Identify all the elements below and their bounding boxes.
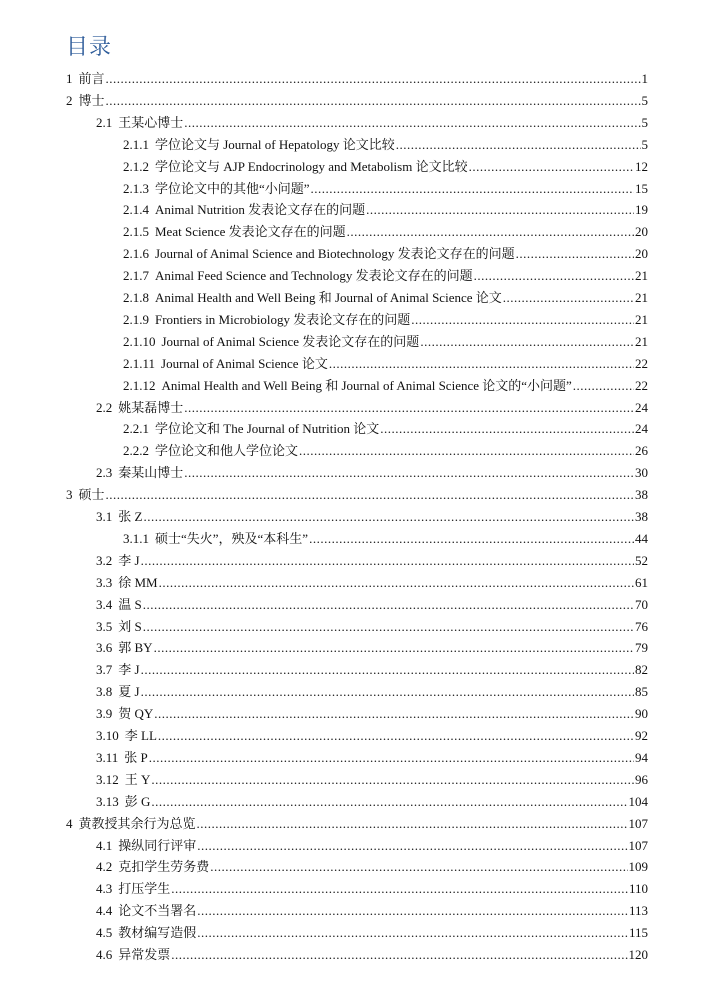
toc-entry-label: 学位论文和他人学位论文	[155, 443, 299, 459]
toc-entry-page: 70	[635, 596, 648, 612]
toc-entry-page: 61	[635, 574, 648, 590]
toc-entry-number: 4.3	[96, 881, 113, 897]
toc-entry[interactable]	[66, 68, 648, 90]
toc-entry-number: 3	[66, 487, 73, 503]
toc-leader-dots	[309, 528, 634, 550]
toc-leader-dots	[143, 616, 634, 638]
toc-entry-number: 4.2	[96, 859, 113, 875]
toc-entry-number: 2.1.1	[123, 136, 149, 152]
toc-leader-dots	[184, 462, 634, 484]
toc-entry-label: 学位论文与 Journal of Hepatology 论文比较	[155, 136, 395, 152]
toc-entry-page: 52	[635, 552, 648, 568]
toc-entry-page: 30	[635, 465, 648, 481]
toc-entry-number: 2.1	[96, 114, 113, 130]
toc-leader-dots	[106, 68, 641, 90]
toc-leader-dots	[329, 353, 634, 375]
toc-entry-number: 3.9	[96, 706, 113, 722]
toc-entry-number: 4.5	[96, 925, 113, 941]
toc-leader-dots	[197, 835, 627, 857]
toc-entry[interactable]	[123, 375, 648, 397]
toc-entry[interactable]	[96, 791, 648, 813]
toc-entry[interactable]	[96, 397, 648, 419]
toc-entry-label: 硕士	[78, 487, 105, 503]
toc-entry[interactable]	[123, 156, 648, 178]
toc-entry[interactable]	[96, 462, 648, 484]
toc-leader-dots	[159, 572, 634, 594]
toc-entry[interactable]	[96, 681, 648, 703]
toc-entry[interactable]	[123, 134, 648, 156]
toc-entry-page: 94	[635, 749, 648, 765]
toc-leader-dots	[184, 397, 634, 419]
toc-entry-label: Meat Science 发表论文存在的问题	[155, 224, 346, 240]
toc-entry-page: 120	[628, 947, 648, 962]
toc-entry-page: 82	[635, 662, 648, 678]
toc-leader-dots	[311, 178, 634, 200]
toc-entry-page: 20	[635, 224, 648, 240]
toc-entry-page: 21	[635, 311, 648, 327]
toc-entry-label: Animal Health and Well Being 和 Journal of Animal Science 论文	[155, 290, 502, 305]
toc-entry-page: 110	[628, 881, 648, 897]
toc-entry-page: 26	[635, 443, 648, 459]
toc-entry-number: 3.7	[96, 662, 113, 678]
toc-leader-dots	[210, 856, 627, 878]
toc-entry[interactable]	[96, 572, 648, 594]
toc-leader-dots	[299, 440, 634, 462]
toc-entry-label: 张 Z	[118, 509, 143, 524]
toc-entry-page: 5	[641, 136, 648, 152]
toc-entry-label: Journal of Animal Science 发表论文存在的问题	[161, 333, 420, 349]
toc-entry-number: 3.2	[96, 552, 113, 568]
toc-entry-number: 2.1.2	[123, 158, 149, 174]
toc-entry-label: 学位论文中的其他“小问题”	[155, 180, 310, 196]
toc-entry-number: 3.1	[96, 509, 113, 524]
toc-entry[interactable]	[96, 506, 648, 528]
toc-entry[interactable]	[96, 725, 648, 747]
toc-entry[interactable]	[123, 353, 648, 375]
toc-leader-dots	[380, 418, 634, 440]
toc-leader-dots	[106, 484, 634, 506]
toc-leader-dots	[197, 813, 628, 835]
toc-leader-dots	[154, 703, 634, 725]
toc-entry-label: 秦某山博士	[118, 465, 184, 481]
toc-leader-dots	[420, 331, 634, 353]
toc-entry[interactable]	[96, 112, 648, 134]
toc-leader-dots	[141, 659, 634, 681]
toc-entry[interactable]	[96, 659, 648, 681]
toc-leader-dots	[149, 747, 634, 769]
toc-leader-dots	[469, 156, 634, 178]
toc-entry-number: 2.2.1	[123, 421, 149, 437]
toc-leader-dots	[197, 922, 628, 944]
toc-entry-page: 107	[628, 837, 648, 853]
toc-entry-page: 15	[635, 180, 648, 196]
toc-entry-page: 22	[635, 355, 648, 371]
toc-entry-label: 王 Y	[124, 771, 151, 787]
toc-entry-page: 24	[635, 399, 648, 415]
toc-entry-page: 79	[635, 640, 648, 656]
toc-entry-number: 4	[66, 815, 73, 831]
toc-entry[interactable]	[96, 616, 648, 638]
toc-entry-number: 4.1	[96, 837, 113, 853]
toc-entry-number: 2.1.3	[123, 180, 149, 196]
toc-entry-page: 38	[635, 487, 648, 503]
toc-entry-number: 2.1.6	[123, 246, 149, 262]
toc-entry[interactable]	[96, 878, 648, 900]
toc-leader-dots	[106, 90, 641, 112]
toc-entry-page: 104	[628, 793, 648, 809]
toc-entry-number: 2.1.5	[123, 224, 149, 240]
toc-entry-label: 李 J	[118, 662, 140, 678]
toc-entry-label: 李 J	[118, 552, 140, 568]
toc-entry[interactable]	[123, 287, 648, 309]
toc-entry-page: 24	[635, 421, 648, 437]
toc-entry[interactable]	[66, 484, 648, 506]
toc-entry-number: 2.1.12	[123, 377, 156, 393]
toc-leader-dots	[573, 375, 634, 397]
toc-entry-label: 刘 S	[118, 618, 142, 634]
toc-entry[interactable]	[123, 221, 648, 243]
toc-title: 目录	[66, 35, 113, 60]
toc-leader-dots	[171, 878, 628, 900]
toc-entry[interactable]	[96, 835, 648, 857]
toc-entry-number: 2.1.4	[123, 202, 149, 218]
toc-leader-dots	[347, 221, 634, 243]
toc-entry[interactable]	[66, 90, 648, 112]
toc-leader-dots	[474, 265, 634, 287]
toc-entry-number: 2.1.8	[123, 290, 149, 305]
toc-entry[interactable]	[123, 331, 648, 353]
toc-entry-number: 2.1.10	[123, 333, 156, 349]
toc-entry-number: 3.11	[96, 749, 119, 765]
toc-leader-dots	[151, 769, 634, 791]
toc-entry[interactable]	[123, 199, 648, 221]
toc-entry[interactable]	[123, 243, 648, 265]
toc-entry-number: 4.4	[96, 903, 113, 919]
toc-entry-label: Animal Nutrition 发表论文存在的问题	[155, 202, 366, 218]
toc-entry[interactable]	[96, 594, 648, 616]
toc-entry-label: Animal Health and Well Being 和 Journal of Animal Science 论文的“小问题”	[161, 377, 572, 393]
toc-entry-number: 4.6	[96, 947, 113, 962]
toc-entry-label: 温 S	[118, 596, 142, 612]
toc-entry-label: 论文不当署名	[118, 903, 197, 919]
toc-leader-dots	[141, 681, 634, 703]
toc-entry[interactable]	[123, 265, 648, 287]
toc-entry-page: 5	[641, 92, 648, 108]
toc-entry-page: 115	[628, 925, 648, 941]
toc-entry-number: 2.3	[96, 465, 113, 481]
toc-entry-label: 夏 J	[118, 684, 140, 700]
toc-entry-page: 90	[635, 706, 648, 722]
toc-entry-page: 76	[635, 618, 648, 634]
toc-leader-dots	[158, 725, 634, 747]
toc-entry[interactable]	[96, 747, 648, 769]
toc-entry-label: Journal of Animal Science and Biotechnology 发表论文存在的问题	[155, 246, 515, 262]
toc-entry[interactable]	[123, 309, 648, 331]
toc-entry-page: 21	[635, 268, 648, 284]
toc-entry-number: 2.2.2	[123, 443, 149, 459]
toc-entry[interactable]	[123, 528, 648, 550]
toc-leader-dots	[143, 594, 634, 616]
toc-entry[interactable]	[96, 856, 648, 878]
toc-entry-label: 硕士“失火”，殃及“本科生”	[155, 530, 309, 546]
toc-entry[interactable]	[96, 944, 648, 966]
toc-entry-page: 92	[635, 728, 648, 743]
toc-entry-label: 操纵同行评审	[118, 837, 197, 853]
toc-entry-label: 张 P	[124, 749, 148, 765]
toc-entry-label: Animal Feed Science and Technology 发表论文存在的问题	[155, 268, 473, 284]
toc-leader-dots	[151, 791, 627, 813]
toc-leader-dots	[197, 900, 628, 922]
toc-entry-number: 3.12	[96, 771, 119, 787]
toc-entry-page: 20	[635, 246, 648, 262]
toc-entry-page: 107	[628, 815, 648, 831]
toc-entry-label: 打压学生	[118, 881, 171, 897]
toc-leader-dots	[171, 944, 627, 966]
toc-entry-page: 5	[641, 114, 648, 130]
toc-entry-number: 2.2	[96, 399, 113, 415]
toc-entry-label: 王某心博士	[118, 114, 184, 130]
toc-entry-page: 85	[635, 684, 648, 700]
toc-entry-label: 姚某磊博士	[118, 399, 184, 415]
toc-leader-dots	[366, 199, 634, 221]
toc-entry-number: 3.6	[96, 640, 113, 656]
toc-entry-page: 1	[641, 71, 648, 86]
toc-leader-dots	[396, 134, 641, 156]
toc-entry-number: 3.8	[96, 684, 113, 700]
toc-entry[interactable]	[96, 769, 648, 791]
toc-leader-dots	[411, 309, 634, 331]
toc-entry[interactable]	[96, 922, 648, 944]
toc-entry-label: 异常发票	[118, 947, 171, 962]
toc-entry-label: 彭 G	[124, 793, 151, 809]
toc-entry-label: 李 LL	[124, 728, 157, 743]
toc-entry-number: 3.10	[96, 728, 119, 743]
toc-entry-label: 郭 BY	[118, 640, 153, 656]
toc-entry[interactable]	[96, 637, 648, 659]
toc-entry-label: 徐 MM	[118, 574, 158, 590]
toc-entry-label: 博士	[78, 92, 105, 108]
toc-entry-number: 2	[66, 92, 73, 108]
toc-entry-number: 3.3	[96, 574, 113, 590]
toc-entry-page: 113	[628, 903, 648, 919]
toc-leader-dots	[503, 287, 634, 309]
toc-entry[interactable]	[96, 703, 648, 725]
toc-entry-number: 2.1.7	[123, 268, 149, 284]
toc-entry-label: 前言	[78, 71, 105, 86]
toc-entry-number: 3.1.1	[123, 530, 149, 546]
toc-entry-label: 贺 QY	[118, 706, 154, 722]
toc-entry-number: 2.1.9	[123, 311, 149, 327]
toc-entry-page: 21	[635, 290, 648, 305]
toc-leader-dots	[143, 506, 634, 528]
toc-entry-label: Frontiers in Microbiology 发表论文存在的问题	[155, 311, 411, 327]
toc-entry-label: 学位论文和 The Journal of Nutrition 论文	[155, 421, 380, 437]
toc-leader-dots	[154, 637, 634, 659]
toc-entry[interactable]	[123, 440, 648, 462]
toc-entry-number: 1	[66, 71, 73, 86]
toc-entry[interactable]	[96, 900, 648, 922]
toc-entry-page: 12	[635, 158, 648, 174]
toc-entry-page: 96	[635, 771, 648, 787]
toc-entry-page: 21	[635, 333, 648, 349]
toc-entry-label: 克扣学生劳务费	[118, 859, 210, 875]
toc-entry[interactable]	[123, 178, 648, 200]
toc-entry-page: 38	[635, 509, 648, 524]
toc-entry-number: 2.1.11	[123, 355, 156, 371]
toc-entry[interactable]	[96, 550, 648, 572]
toc-entry-number: 3.13	[96, 793, 119, 809]
toc-entry-page: 44	[635, 530, 648, 546]
toc-leader-dots	[184, 112, 640, 134]
toc-entry[interactable]	[66, 813, 648, 835]
toc-entry-label: 教材编写造假	[118, 925, 197, 941]
toc-entry-number: 3.5	[96, 618, 113, 634]
toc-entry-page: 19	[635, 202, 648, 218]
toc-entry[interactable]	[123, 418, 648, 440]
toc-leader-dots	[141, 550, 634, 572]
toc-entry-label: Journal of Animal Science 论文	[161, 355, 328, 371]
toc-entry-label: 学位论文与 AJP Endocrinology and Metabolism 论文比较	[155, 158, 468, 174]
toc-entry-label: 黄教授其余行为总览	[78, 815, 196, 831]
toc-entry-page: 109	[628, 859, 648, 875]
toc-leader-dots	[516, 243, 634, 265]
toc-entry-number: 3.4	[96, 596, 113, 612]
toc-entry-page: 22	[635, 377, 648, 393]
